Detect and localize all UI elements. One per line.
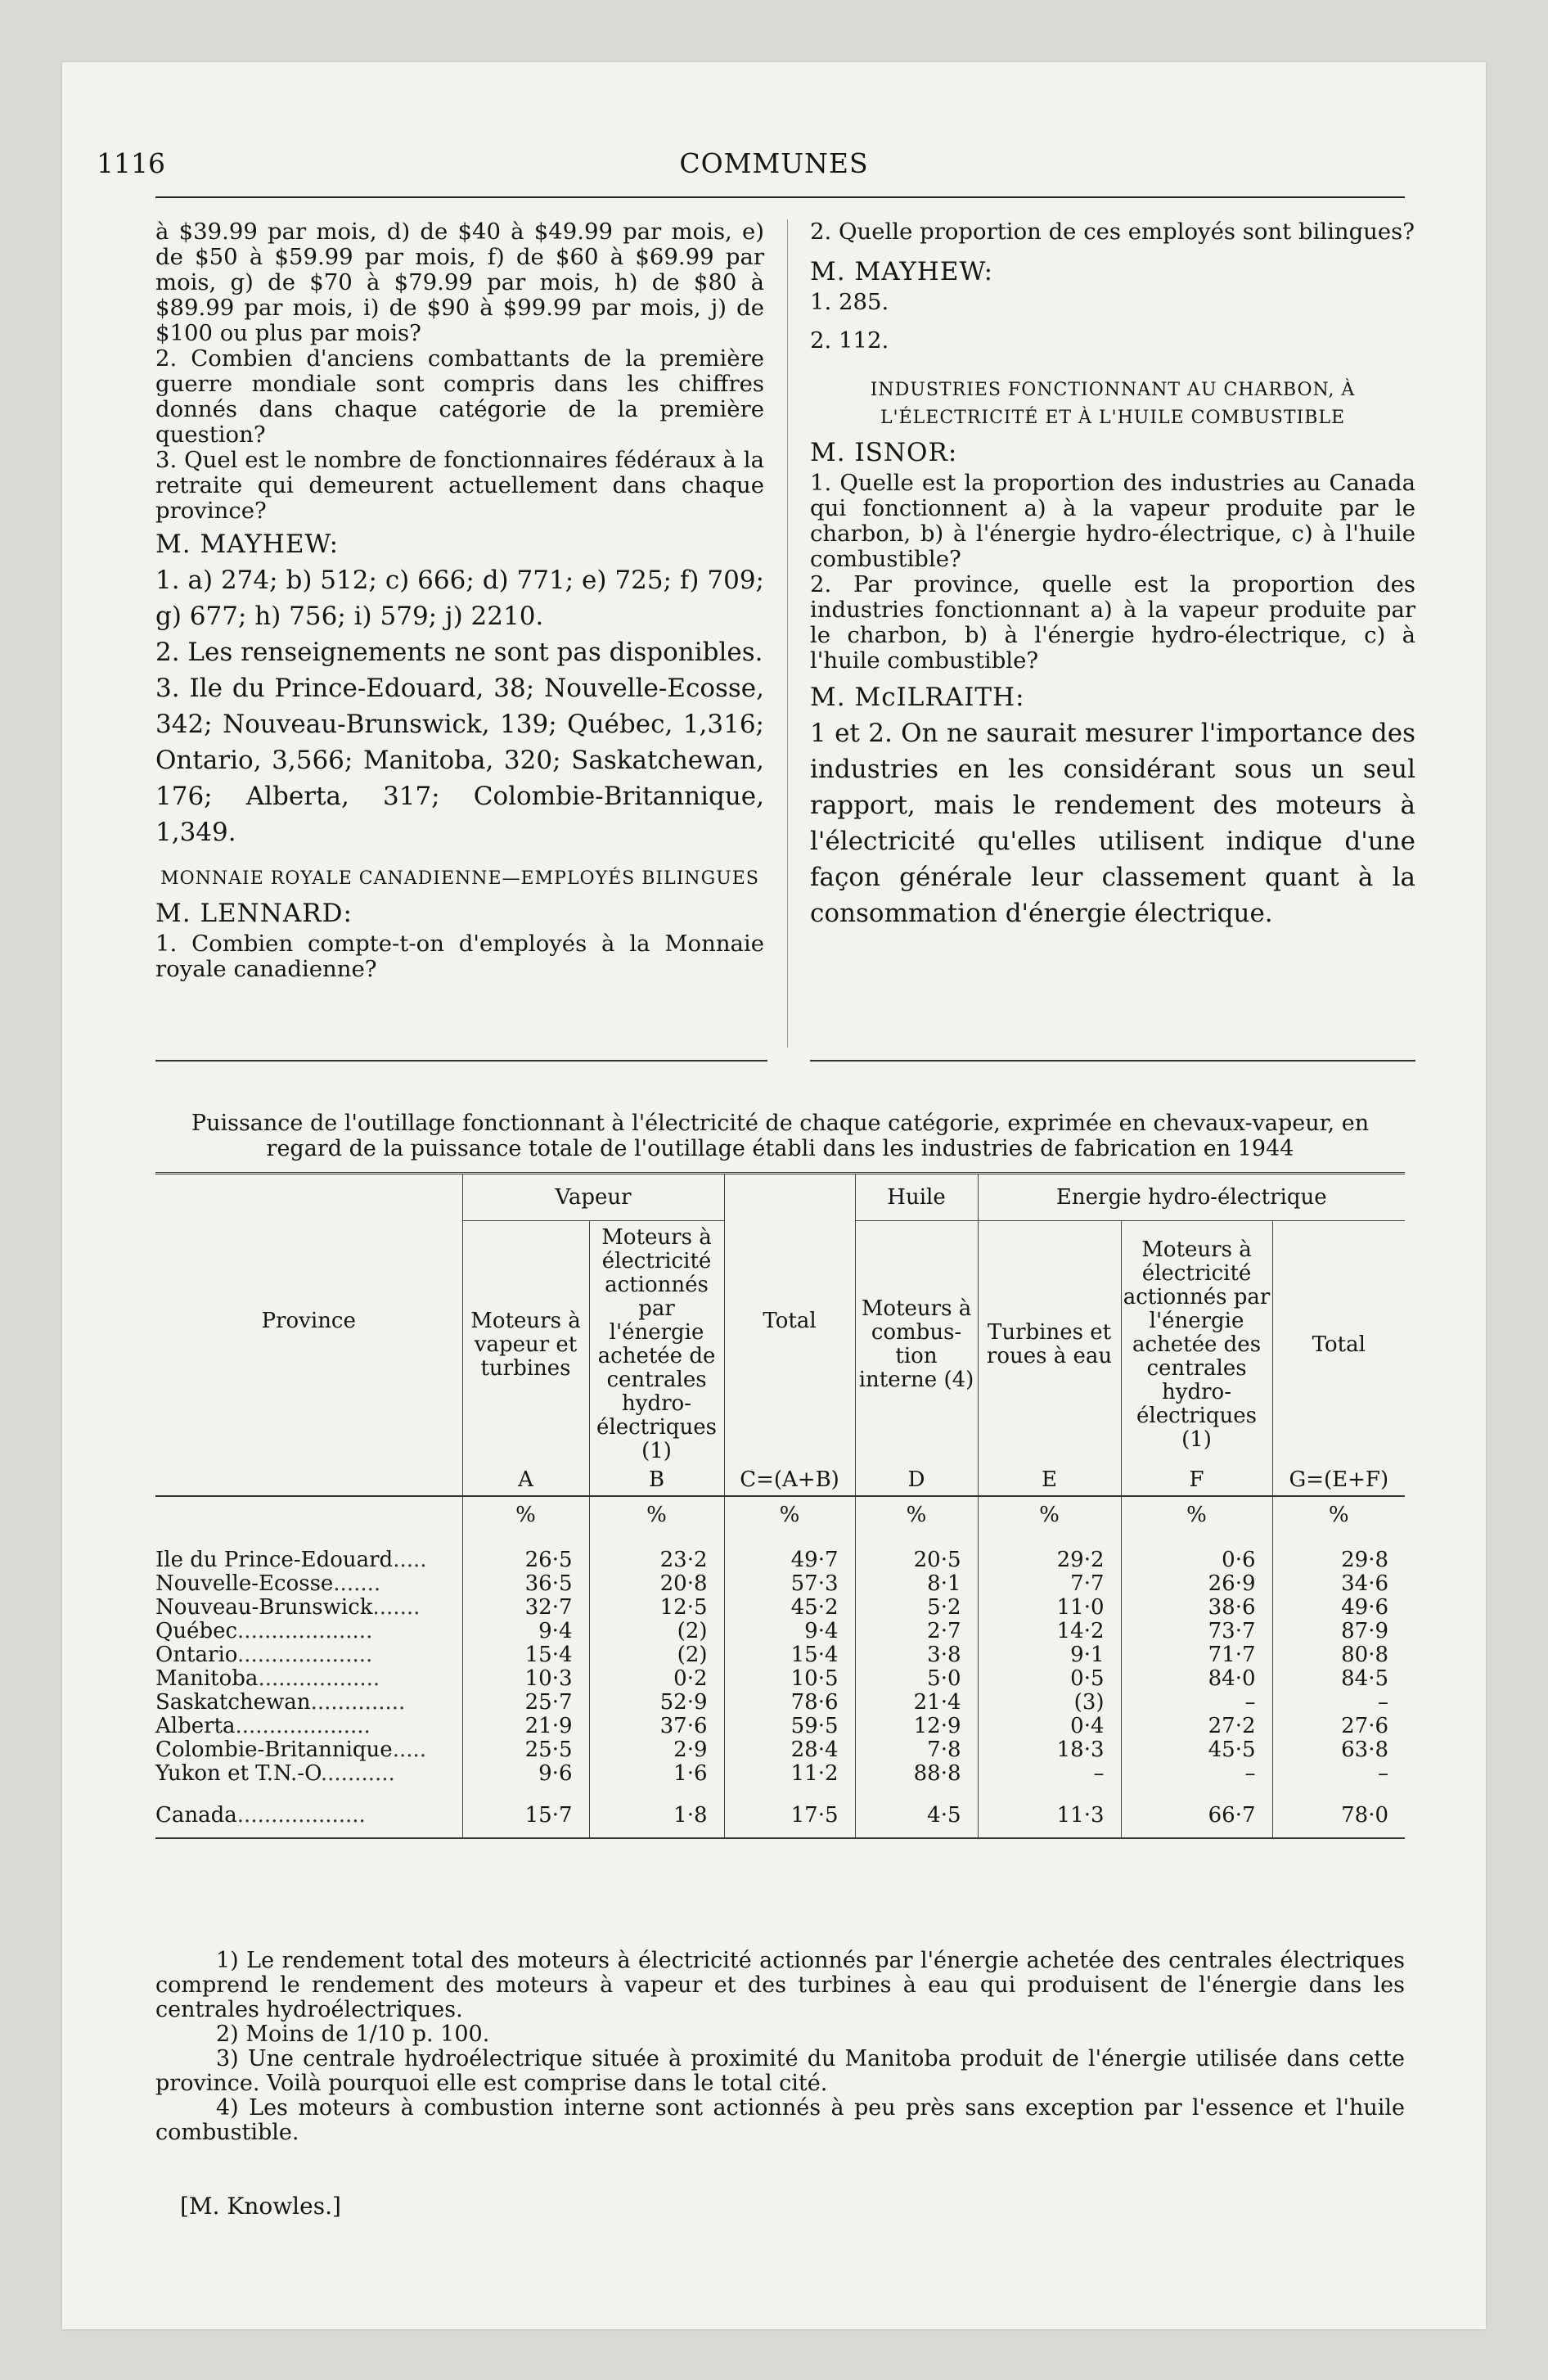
left-column <box>155 219 764 982</box>
value-cell: – <box>1272 1762 1405 1786</box>
footnote: 4) Les moteurs à combustion interne sont actionnés à peu près sans exception par l'essence et l'huile combustible. <box>155 2095 1405 2145</box>
col-letter: C=(A+B) <box>724 1468 855 1496</box>
province-cell: Alberta.................... <box>155 1714 371 1738</box>
col-letter: E <box>978 1468 1121 1496</box>
answer-text: 1 et 2. On ne saurait mesurer l'importance des industries en les considérant sous un seul rapport, mais le rendement des moteurs à l'électricité qu'elles utilisent indique d'une façon générale leur classement quant à la consommation d'énergie électrique. <box>810 719 1415 928</box>
value-cell: 1·6 <box>589 1762 724 1786</box>
value-cell: – <box>1121 1691 1272 1715</box>
question-text: 2. Combien d'anciens combattants de la première guerre mondiale sont compris dans les chiffres donnés dans chaque catégorie de la première question? <box>155 345 764 448</box>
speaker-name: M. MAYHEW: <box>810 257 994 286</box>
value-cell: 21·4 <box>855 1691 978 1715</box>
total-header: Total <box>724 1174 855 1469</box>
province-header: Province <box>155 1174 462 1469</box>
value-cell: 73·7 <box>1121 1620 1272 1643</box>
question-text: 3. Quel est le nombre de fonctionnaires fédéraux à la retraite qui demeurent actuellement dans chaque province? <box>155 447 764 524</box>
value-cell: 26·9 <box>1121 1572 1272 1596</box>
col-header-e: Turbines et roues à eau <box>978 1221 1121 1469</box>
value-cell: 8·1 <box>855 1572 978 1596</box>
province-cell: Canada................... <box>155 1804 462 1838</box>
footnote: 1) Le rendement total des moteurs à électricité actionnés par l'énergie achetée des centrales électriques comprend le rendement des moteurs à vapeur et des turbines à eau qui produisent de l'énergie dans les centrales hydroélectriques. <box>155 1948 1405 2022</box>
table-row <box>155 1620 1405 1643</box>
value-cell: 11·2 <box>724 1762 855 1786</box>
footnotes <box>155 1949 1405 2145</box>
value-cell: 23·2 <box>589 1548 724 1572</box>
value-cell: 84·0 <box>1121 1667 1272 1691</box>
value-cell: 63·8 <box>1272 1738 1405 1762</box>
table-row-total <box>155 1804 1405 1838</box>
province-cell: Manitoba.................. <box>155 1666 380 1691</box>
value-cell: 34·6 <box>1272 1572 1405 1596</box>
value-cell: 20·5 <box>855 1548 978 1572</box>
header-rule <box>155 196 1405 198</box>
col-letter: B <box>589 1468 724 1496</box>
value-cell: 27·2 <box>1121 1715 1272 1738</box>
value-cell: 66·7 <box>1121 1804 1272 1838</box>
province-cell: Yukon et T.N.-O........... <box>155 1761 395 1786</box>
value-cell: 57·3 <box>724 1572 855 1596</box>
value-cell: 20·8 <box>589 1572 724 1596</box>
footnote: 3) Une centrale hydroélectrique située à proximité du Manitoba produit de l'énergie utilisée dans cette province. Voilà pourquoi elle est comprise dans le total cité. <box>155 2046 1405 2096</box>
footnote: 2) Moins de 1/10 p. 100. <box>216 2022 490 2047</box>
answer-text: 3. Ile du Prince-Edouard, 38; Nouvelle-Ecosse, 342; Nouveau-Brunswick, 139; Québec, 1,316; Ontario, 3,566; Manitoba, 320; Saskatchewan, 176; Alberta, 317; Colombie-Britannique, 1,349. <box>155 674 764 847</box>
value-cell: – <box>978 1762 1121 1786</box>
table-row <box>155 1596 1405 1620</box>
province-cell: Nouveau-Brunswick....... <box>155 1595 421 1620</box>
group-header-huile: Huile <box>855 1174 978 1221</box>
value-cell: 15·7 <box>462 1804 589 1838</box>
column-end-rule <box>155 1060 767 1062</box>
table-row <box>155 1548 1405 1572</box>
value-cell: 29·2 <box>978 1548 1121 1572</box>
value-cell: 12·5 <box>589 1596 724 1620</box>
value-cell: 2·9 <box>589 1738 724 1762</box>
value-cell: – <box>1272 1691 1405 1715</box>
col-letter: G=(E+F) <box>1272 1468 1405 1496</box>
unit-label: % <box>855 1496 978 1548</box>
column-divider <box>787 219 788 1048</box>
table-row <box>155 1572 1405 1596</box>
value-cell: 7·7 <box>978 1572 1121 1596</box>
section-title: INDUSTRIES FONCTIONNANT AU CHARBON, À L'ÉLECTRICITÉ ET À L'HUILE COMBUSTIBLE <box>870 380 1356 428</box>
province-cell: Québec.................... <box>155 1619 373 1643</box>
value-cell: 52·9 <box>589 1691 724 1715</box>
column-end-rule <box>810 1060 1415 1062</box>
group-header-vapeur: Vapeur <box>462 1174 724 1221</box>
value-cell: 12·9 <box>855 1715 978 1738</box>
value-cell: 21·9 <box>462 1715 589 1738</box>
value-cell: 15·4 <box>724 1643 855 1667</box>
value-cell: 0·6 <box>1121 1548 1272 1572</box>
value-cell: 49·6 <box>1272 1596 1405 1620</box>
value-cell: 14·2 <box>978 1620 1121 1643</box>
speaker-name: M. ISNOR: <box>810 438 958 467</box>
value-cell: 18·3 <box>978 1738 1121 1762</box>
col-header-f: Moteurs à électricité actionnés par l'énergie achetée des centrales hydro-électriques (1) <box>1121 1221 1272 1469</box>
group-header-hydro: Energie hydro-électrique <box>978 1174 1405 1221</box>
value-cell: 78·6 <box>724 1691 855 1715</box>
running-title: COMMUNES <box>679 147 869 179</box>
table-row <box>155 1667 1405 1691</box>
value-cell: 25·5 <box>462 1738 589 1762</box>
answer-text: 1. 285. <box>810 289 889 315</box>
value-cell: 0·5 <box>978 1667 1121 1691</box>
province-cell: Colombie-Britannique..... <box>155 1738 427 1762</box>
value-cell: 15·4 <box>462 1643 589 1667</box>
value-cell: 49·7 <box>724 1548 855 1572</box>
value-cell: 9·6 <box>462 1762 589 1786</box>
value-cell: 45·2 <box>724 1596 855 1620</box>
value-cell: 78·0 <box>1272 1804 1405 1838</box>
value-cell: 10·3 <box>462 1667 589 1691</box>
speaker-name: M. MAYHEW: <box>155 530 340 559</box>
value-cell: 1·8 <box>589 1804 724 1838</box>
col-header-a: Moteurs à vapeur et turbines <box>462 1221 589 1469</box>
answer-text: 2. Les renseignements ne sont pas disponibles. <box>155 638 763 667</box>
value-cell: 5·0 <box>855 1667 978 1691</box>
col-header-b: Moteurs à électricité actionnés par l'énergie achetée de centrales hydro-électriques (1) <box>589 1221 724 1469</box>
value-cell: 80·8 <box>1272 1643 1405 1667</box>
value-cell: – <box>1121 1762 1272 1786</box>
unit-label: % <box>978 1496 1121 1548</box>
value-cell: 37·6 <box>589 1715 724 1738</box>
value-cell: 9·4 <box>462 1620 589 1643</box>
value-cell: 11·0 <box>978 1596 1121 1620</box>
value-cell: 10·5 <box>724 1667 855 1691</box>
value-cell: 87·9 <box>1272 1620 1405 1643</box>
table-row <box>155 1643 1405 1667</box>
value-cell: 4·5 <box>855 1804 978 1838</box>
value-cell: 29·8 <box>1272 1548 1405 1572</box>
answer-text: 2. 112. <box>810 327 889 354</box>
col-letter: F <box>1121 1468 1272 1496</box>
value-cell: 11·3 <box>978 1804 1121 1838</box>
total-header: Total <box>1272 1221 1405 1469</box>
value-cell: 25·7 <box>462 1691 589 1715</box>
province-cell: Nouvelle-Ecosse....... <box>155 1571 381 1596</box>
value-cell: (2) <box>589 1643 724 1667</box>
unit-label: % <box>462 1496 589 1548</box>
value-cell: 0·2 <box>589 1667 724 1691</box>
table-row <box>155 1762 1405 1786</box>
province-cell: Saskatchewan.............. <box>155 1690 406 1715</box>
value-cell: 3·8 <box>855 1643 978 1667</box>
section-title: MONNAIE ROYALE CANADIENNE—EMPLOYÉS BILINGUES <box>160 868 759 889</box>
value-cell: 9·4 <box>724 1620 855 1643</box>
question-text: 2. Quelle proportion de ces employés sont bilingues? <box>810 219 1415 245</box>
table-row <box>155 1715 1405 1738</box>
unit-label: % <box>589 1496 724 1548</box>
value-cell: 71·7 <box>1121 1643 1272 1667</box>
province-cell: Ile du Prince-Edouard..... <box>155 1548 427 1572</box>
value-cell: 84·5 <box>1272 1667 1405 1691</box>
value-cell: 28·4 <box>724 1738 855 1762</box>
table-row <box>155 1738 1405 1762</box>
speaker-name: M. McILRAITH: <box>810 683 1025 712</box>
question-text: 1. Quelle est la proportion des industries au Canada qui fonctionnent a) à la vapeur produite par le charbon, b) à l'énergie hydro-électrique, c) à l'huile combustible? <box>810 470 1415 572</box>
question-text: 1. Combien compte-t-on d'employés à la Monnaie royale canadienne? <box>155 931 764 982</box>
unit-label: % <box>1272 1496 1405 1548</box>
value-cell: 27·6 <box>1272 1715 1405 1738</box>
value-cell: (2) <box>589 1620 724 1643</box>
value-cell: 2·7 <box>855 1620 978 1643</box>
value-cell: 59·5 <box>724 1715 855 1738</box>
question-text: à $39.99 par mois, d) de $40 à $49.99 par mois, e) de $50 à $59.99 par mois, f) de $60 à $69.99 par mois, g) de $70 à $79.99 par mois, h) de $80 à $89.99 par mois, i) de $90 à $99.99 par mois, j) de $100 ou plus par mois? <box>155 219 764 346</box>
value-cell: 5·2 <box>855 1596 978 1620</box>
unit-label: % <box>1121 1496 1272 1548</box>
col-header-d: Moteurs à combus-tion interne (4) <box>855 1221 978 1469</box>
unit-label: % <box>724 1496 855 1548</box>
value-cell: 0·4 <box>978 1715 1121 1738</box>
speaker-name: M. LENNARD: <box>155 899 353 928</box>
answer-text: 1. a) 274; b) 512; c) 666; d) 771; e) 725; f) 709; g) 677; h) 756; i) 579; j) 2210. <box>155 566 764 631</box>
province-cell: Ontario.................... <box>155 1643 373 1667</box>
signature: [M. Knowles.] <box>180 2193 341 2220</box>
value-cell: (3) <box>978 1691 1121 1715</box>
value-cell: 26·5 <box>462 1548 589 1572</box>
value-cell: 38·6 <box>1121 1596 1272 1620</box>
power-table <box>155 1172 1405 1839</box>
col-letter: D <box>855 1468 978 1496</box>
page-number: 1116 <box>97 147 165 179</box>
value-cell: 9·1 <box>978 1643 1121 1667</box>
value-cell: 88·8 <box>855 1762 978 1786</box>
value-cell: 17·5 <box>724 1804 855 1838</box>
table-caption: Puissance de l'outillage fonctionnant à l'électricité de chaque catégorie, exprimée en chevaux-vapeur, en regard de la puissance totale de l'outillage établi dans les industries de fabrication en 1944 <box>191 1111 1370 1161</box>
table-row <box>155 1691 1405 1715</box>
value-cell: 45·5 <box>1121 1738 1272 1762</box>
right-column <box>810 219 1415 931</box>
value-cell: 32·7 <box>462 1596 589 1620</box>
value-cell: 7·8 <box>855 1738 978 1762</box>
col-letter: A <box>462 1468 589 1496</box>
value-cell: 36·5 <box>462 1572 589 1596</box>
question-text: 2. Par province, quelle est la proportion des industries fonctionnant a) à la vapeur produite par le charbon, b) à l'énergie hydro-électrique, c) à l'huile combustible? <box>810 571 1415 674</box>
